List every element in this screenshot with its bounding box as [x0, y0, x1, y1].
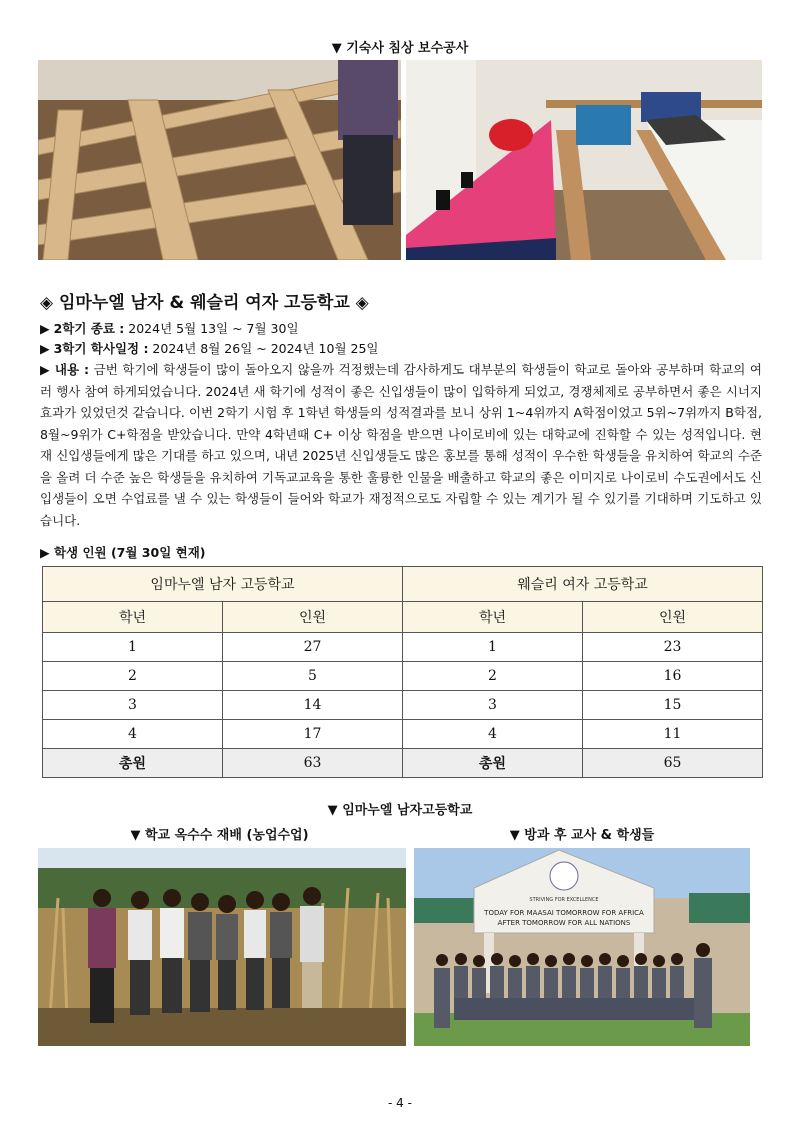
section-title: ◈ 임마누엘 남자 & 웨슬리 여자 고등학교 ◈	[40, 293, 369, 313]
semester3-dates: 2024년 8월 26일 ~ 2024년 10월 25일	[148, 341, 379, 356]
grade-header: 학년	[403, 602, 583, 633]
content-text: 금번 학기에 학생들이 많이 돌아오지 않을까 걱정했는데 감사하게도 대부분의 학생들이 학교로 돌아와 공부하며 학교의 여러 행사 참여 하게되었습니다. 2024년 새 학기에 성적이 좋은 신입생들이 많이 입학하게 되었고, 경쟁체제로 공부하면서 좋은 시너지 효과가 있었던것 같습니다. 이번 2학기 시험 후 1학년 학생들의 성적결과를 보니 상위 1~4위까지 A학점이었고 5위~7위까지 B학점, 8월~9위가 C+학점을 받았습니다. 만약 4학년때 C+ 이상 학점을 받으면 나이로비에 있는 대학교에 진학할 수 있는 성적입니다. 현재 신입생들에게 많은 기대를 하고 있으며, 내년 2025년 신입생들도 많은 홍보를 통해 성적이 우수한 학생들을 유치하여 학교의 수준을 올려 더 수준 높은 학생들을 유치하여 기독교교육을 통한 훌륭한 인물을 배출하고 학교의 좋은 이미지로 나이로비 수도권에서도 신입생들이 오면 수업료를 낼 수 있는 학생들이 들어와 학교가 재정적으로도 자립할 수 있는 계기가 될 수 있기를 기대하며 기도하고 있습니다.	[40, 362, 762, 528]
girls-count-cell: 15	[583, 691, 763, 720]
maize-farming-photo	[38, 848, 406, 1046]
boys-count-cell: 17	[223, 720, 403, 749]
girls-school-header: 웨슬리 여자 고등학교	[403, 567, 763, 602]
page-number: - 4 -	[388, 1096, 412, 1110]
girls-total-cell: 65	[583, 749, 763, 778]
sign-line-2: AFTER TOMORROW FOR ALL NATIONS	[497, 919, 631, 927]
total-row	[43, 749, 763, 778]
semester2-dates: 2024년 5월 13일 ~ 7월 30일	[124, 321, 299, 336]
grade-cell: 4	[403, 720, 583, 749]
count-header: 인원	[223, 602, 403, 633]
grade-cell: 3	[43, 691, 223, 720]
dorm-beds-photo	[406, 60, 762, 260]
count-header: 인원	[583, 602, 763, 633]
grade-header: 학년	[43, 602, 223, 633]
emmanuel-caption: ▼ 임마누엘 남자고등학교	[327, 803, 473, 818]
semester2-line: ▶ 2학기 종료 : 2024년 5월 13일 ~ 7월 30일	[40, 321, 299, 336]
sign-line-1: TODAY FOR MAASAI TOMORROW FOR AFRICA	[484, 909, 644, 917]
semester3-label: 3학기 학사일정 :	[53, 341, 149, 356]
table-row	[43, 633, 763, 662]
boys-count-cell: 14	[223, 691, 403, 720]
total-label-cell: 총원	[43, 749, 223, 778]
bed-repair-photo	[38, 60, 401, 260]
grade-cell: 3	[403, 691, 583, 720]
boys-total-cell: 63	[223, 749, 403, 778]
grade-cell: 1	[403, 633, 583, 662]
enrollment-table	[42, 566, 763, 778]
semester2-label: 2학기 종료 :	[53, 321, 125, 336]
enrollment-heading: ▶ 학생 인원 (7월 30일 현재)	[40, 545, 206, 560]
table-row	[43, 720, 763, 749]
table-row	[43, 691, 763, 720]
table-row	[43, 662, 763, 691]
grade-cell: 2	[43, 662, 223, 691]
grade-cell: 4	[43, 720, 223, 749]
content-paragraph: ▶ 내용 : 금번 학기에 학생들이 많이 돌아오지 않을까 걱정했는데 감사하게도 대부분의 학생들이 학교로 돌아와 공부하며 학교의 여러 행사 참여 하게되었습니다. 2024년 새 학기에 성적이 좋은 신입생들이 많이 입학하게 되었고, 경쟁체제로 공부하면서 좋은 시너지 효과가 있었던것 같습니다. 이번 2학기 시험 후 1학년 학생들의 성적결과를 보니 상위 1~4위까지 A학점이었고 5위~7위까지 B학점, 8월~9위가 C+학점을 받았습니다. 만약 4학년때 C+ 이상 학점을 받으면 나이로비에 있는 대학교에 진학할 수 있는 성적입니다. 현재 신입생들에게 많은 기대를 하고 있으며, 내년 2025년 신입생들도 많은 홍보를 통해 성적이 우수한 학생들을 유치하여 학교의 수준을 올려 더 수준 높은 학생들을 유치하여 기독교교육을 통한 훌륭한 인물을 배출하고 학교의 좋은 이미지로 나이로비 수도권에서도 신입생들이 오면 수업료를 낼 수 있는 학생들이 들어와 학교가 재정적으로도 자립할 수 있는 계기가 될 수 있기를 기대하며 기도하고 있습니다.	[40, 362, 762, 528]
boys-count-cell: 5	[223, 662, 403, 691]
after-school-caption: ▼ 방과 후 교사 & 학생들	[509, 828, 655, 843]
girls-count-cell: 11	[583, 720, 763, 749]
girls-count-cell: 16	[583, 662, 763, 691]
boys-count-cell: 27	[223, 633, 403, 662]
farming-caption: ▼ 학교 옥수수 재배 (농업수업)	[130, 828, 309, 843]
dorm-caption: ▼ 기숙사 침상 보수공사	[331, 41, 469, 56]
total-label-cell: 총원	[403, 749, 583, 778]
boys-school-header: 임마누엘 남자 고등학교	[43, 567, 403, 602]
content-label: 내용 :	[54, 362, 90, 377]
sign-motto: STRIVING FOR EXCELLENCE	[529, 897, 599, 903]
girls-count-cell: 23	[583, 633, 763, 662]
grade-cell: 2	[403, 662, 583, 691]
semester3-line: ▶ 3학기 학사일정 : 2024년 8월 26일 ~ 2024년 10월 25일	[40, 341, 379, 356]
enrollment-label: 학생 인원 (7월 30일 현재)	[53, 545, 206, 560]
school-group-photo	[414, 848, 750, 1046]
grade-cell: 1	[43, 633, 223, 662]
